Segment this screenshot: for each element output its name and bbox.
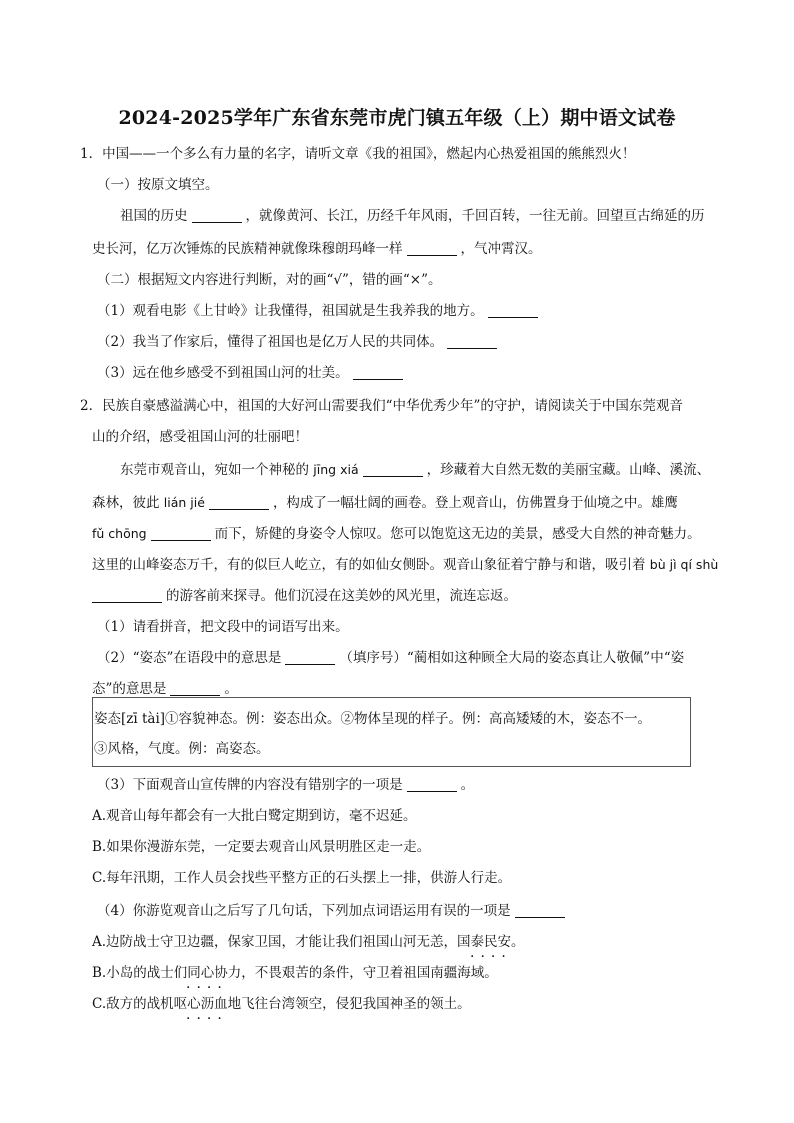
- passage-text: 史长河，亿万次锤炼的民族精神就像珠穆朗玛峰一样: [92, 241, 403, 257]
- answer-blank[interactable]: [515, 903, 565, 918]
- passage-text: ，气冲霄汉。: [460, 241, 542, 257]
- answer-blank[interactable]: [209, 495, 269, 510]
- emphasis-dots-guotaiminan: ····: [470, 949, 512, 965]
- item-text: （1）观看电影《上甘岭》让我懂得，祖国就是生我养我的地方。: [97, 303, 484, 319]
- q2-stem-line-1: 2．民族自豪感溢满心中，祖国的大好河山需要我们“中华优秀少年”的守护，请阅读关于中国东莞观音: [80, 398, 683, 414]
- q2-option-4a: A.边防战士守卫边疆，保家卫国，才能让我们祖国山河无恙，国泰民安。: [92, 934, 525, 950]
- q2-option-3a: A.观音山每年都会有一大批白鹭定期到访，毫不迟延。: [92, 808, 417, 824]
- q2-stem-line-2: 山的介绍，感受祖国山河的壮丽吧！: [92, 429, 308, 445]
- q1-part2-heading: （二）根据短文内容进行判断，对的画“√”，错的画“×”。: [97, 272, 442, 288]
- q1-item-2: [97, 333, 501, 351]
- answer-blank[interactable]: [488, 303, 538, 318]
- sub-text: （4）你游览观音山之后写了几句话，下列加点词语运用有误的一项是: [97, 903, 511, 919]
- answer-blank[interactable]: [170, 681, 220, 696]
- definition-line-1: 姿态[zī tài]①容貌神态。例：姿态出众。②物体呈现的样子。例：高高矮矮的木，姿态不一。: [94, 711, 652, 727]
- emphasis-dots-ouxinlixue: ····: [186, 1011, 228, 1027]
- item-text: （3）远在他乡感受不到祖国山河的壮美。: [97, 365, 349, 381]
- q1-item-3: [97, 364, 407, 382]
- passage-text: 而下，矫健的身姿令人惊叹。您可以饱览这无边的美景，感受大自然的神奇魅力。: [214, 526, 701, 542]
- q2-sub-4: [97, 902, 569, 920]
- page-title: 2024-2025学年广东省东莞市虎门镇五年级（上）期中语文试卷: [118, 107, 676, 129]
- answer-blank[interactable]: [363, 462, 423, 477]
- q2-passage-line-2: [92, 494, 678, 512]
- q2-option-4b: B.小岛的战士们同心协力，不畏艰苦的条件，守卫着祖国南疆海域。: [92, 965, 498, 981]
- passage-text: 祖国的历史: [120, 208, 188, 224]
- emphasis-dots-tongxinxieli: ····: [186, 980, 228, 996]
- item-text: （2）我当了作家后，懂得了祖国也是亿万人民的共同体。: [97, 334, 444, 350]
- passage-text: 这里的山峰姿态万千，有的似巨人屹立，有的如仙女侧卧。观音山象征着宁静与和谐，吸引着: [92, 557, 646, 573]
- q2-sub-2-line-1: [97, 649, 684, 667]
- q1-passage-line-2: [92, 240, 542, 258]
- q2-passage-line-1: [120, 461, 710, 479]
- q2-passage-line-5: [92, 587, 517, 605]
- passage-text: 东莞市观音山，宛如一个神秘的: [120, 462, 309, 478]
- q2-option-3b: B.如果你漫游东莞，一定要去观音山风景明胜区走一走。: [92, 839, 431, 855]
- sub-text: （填序号）“蔺相如这种顾全大局的姿态真让人敬佩”中“姿: [339, 650, 685, 666]
- q2-option-3c: C.每年汛期，工作人员会找些平整方正的石头摆上一排，供游人行走。: [92, 870, 512, 886]
- passage-text: ，就像黄河、长江，历经千年风雨，千回百转，一往无前。回望亘古绵延的历: [245, 208, 705, 224]
- q2-sub-2-line-2: [92, 680, 238, 698]
- answer-blank[interactable]: [407, 777, 457, 792]
- definition-line-2: ③风格，气度。例：高姿态。: [94, 741, 270, 757]
- pinyin-fuchong: fǔ chōng: [92, 526, 147, 541]
- q1-item-1: [97, 302, 542, 320]
- answer-blank[interactable]: [285, 650, 335, 665]
- answer-blank[interactable]: [92, 588, 162, 603]
- sub-text: 。: [460, 777, 475, 793]
- sub-text: 态”的意思是: [92, 681, 167, 697]
- answer-blank[interactable]: [407, 241, 457, 256]
- passage-text: 的游客前来探寻。他们沉浸在这美妙的风光里，流连忘返。: [166, 588, 517, 604]
- pinyin-jingxia: jīng xiá: [313, 462, 359, 477]
- q2-passage-line-3: [92, 525, 701, 543]
- answer-blank[interactable]: [447, 334, 497, 349]
- pinyin-bujiqishu: bù jì qí shù: [649, 557, 719, 572]
- sub-text: （3）下面观音山宣传牌的内容没有错别字的一项是: [97, 777, 403, 793]
- q2-sub-1: （1）请看拼音，把文段中的词语写出来。: [97, 619, 349, 635]
- q1-passage-line-1: [120, 207, 705, 225]
- answer-blank[interactable]: [353, 365, 403, 380]
- q1-part1-heading: （一）按原文填空。: [97, 177, 219, 193]
- q2-option-4c: C.敌方的战机呕心沥血地飞往台湾领空，侵犯我国神圣的领土。: [92, 996, 471, 1012]
- sub-text: （2）“姿态”在语段中的意思是: [97, 650, 282, 666]
- q2-sub-3: [97, 776, 474, 794]
- passage-text: ，珍藏着大自然无数的美丽宝藏。山峰、溪流、: [426, 462, 711, 478]
- pinyin-lianjie: lián jié: [163, 495, 205, 510]
- passage-text: 森林，彼此: [92, 495, 160, 511]
- passage-text: ，构成了一幅壮阔的画卷。登上观音山，仿佛置身于仙境之中。雄鹰: [272, 495, 678, 511]
- q2-passage-line-4: [92, 556, 718, 574]
- q1-stem: 1．中国——一个多么有力量的名字，请听文章《我的祖国》，燃起内心热爱祖国的熊熊烈火！: [80, 146, 636, 162]
- answer-blank[interactable]: [192, 208, 242, 223]
- answer-blank[interactable]: [151, 526, 211, 541]
- sub-text: 。: [224, 681, 238, 697]
